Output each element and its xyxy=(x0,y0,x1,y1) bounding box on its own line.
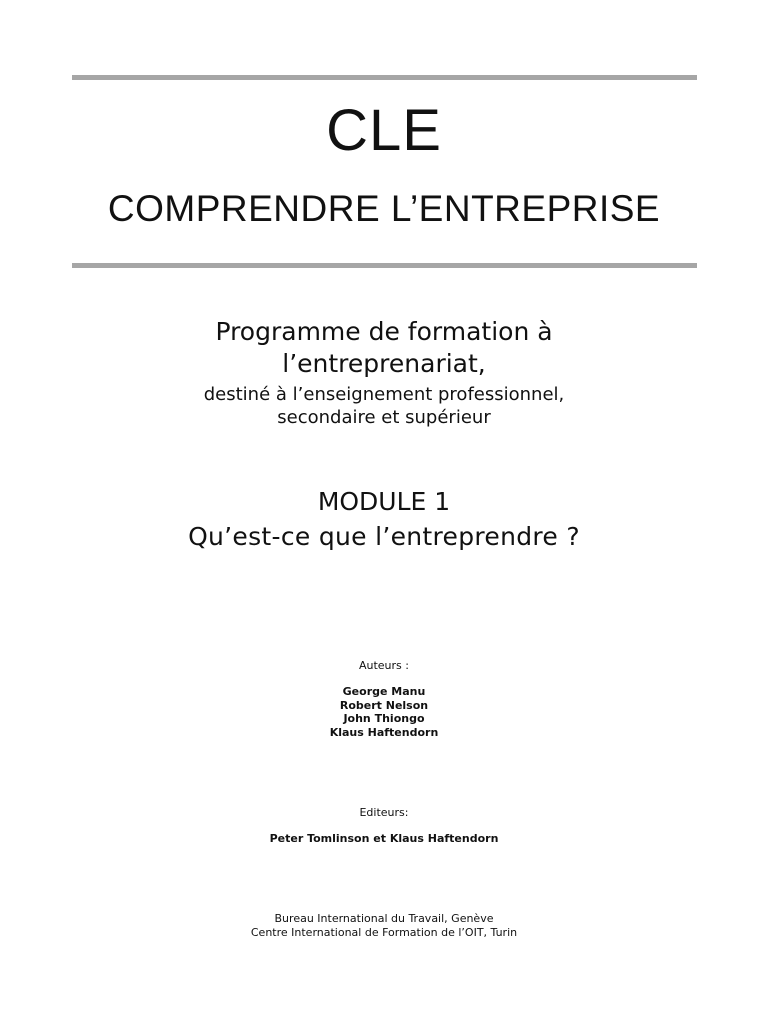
institution-line: Bureau International du Travail, Genève xyxy=(274,912,494,925)
institution-line: Centre International de Formation de l’OIT, Turin xyxy=(250,925,518,939)
module-number: MODULE 1 xyxy=(317,487,451,516)
authors-list xyxy=(0,685,768,739)
author-name: Klaus Haftendorn xyxy=(329,725,439,739)
author-name: George Manu xyxy=(342,685,426,698)
author-name: Robert Nelson xyxy=(339,698,429,712)
program-target-line-2: secondaire et supérieur xyxy=(277,407,491,428)
program-title-line-1: Programme de formation à xyxy=(215,317,553,346)
authors-label: Auteurs : xyxy=(358,659,409,672)
main-title: COMPRENDRE L’ENTREPRISE xyxy=(107,188,661,229)
editors-names: Peter Tomlinson et Klaus Haftendorn xyxy=(269,832,499,845)
program-target-line-1: destiné à l’enseignement professionnel, xyxy=(203,384,565,405)
module-title: Qu’est-ce que l’entreprendre ? xyxy=(188,522,580,551)
top-divider xyxy=(72,75,697,80)
bottom-divider xyxy=(72,263,697,268)
program-title-line-2: l’entreprenariat, xyxy=(282,349,486,378)
institutions-block xyxy=(0,912,768,939)
author-name: John Thiongo xyxy=(343,712,425,725)
acronym-title: CLE xyxy=(326,98,442,163)
editors-label: Editeurs: xyxy=(359,806,409,819)
